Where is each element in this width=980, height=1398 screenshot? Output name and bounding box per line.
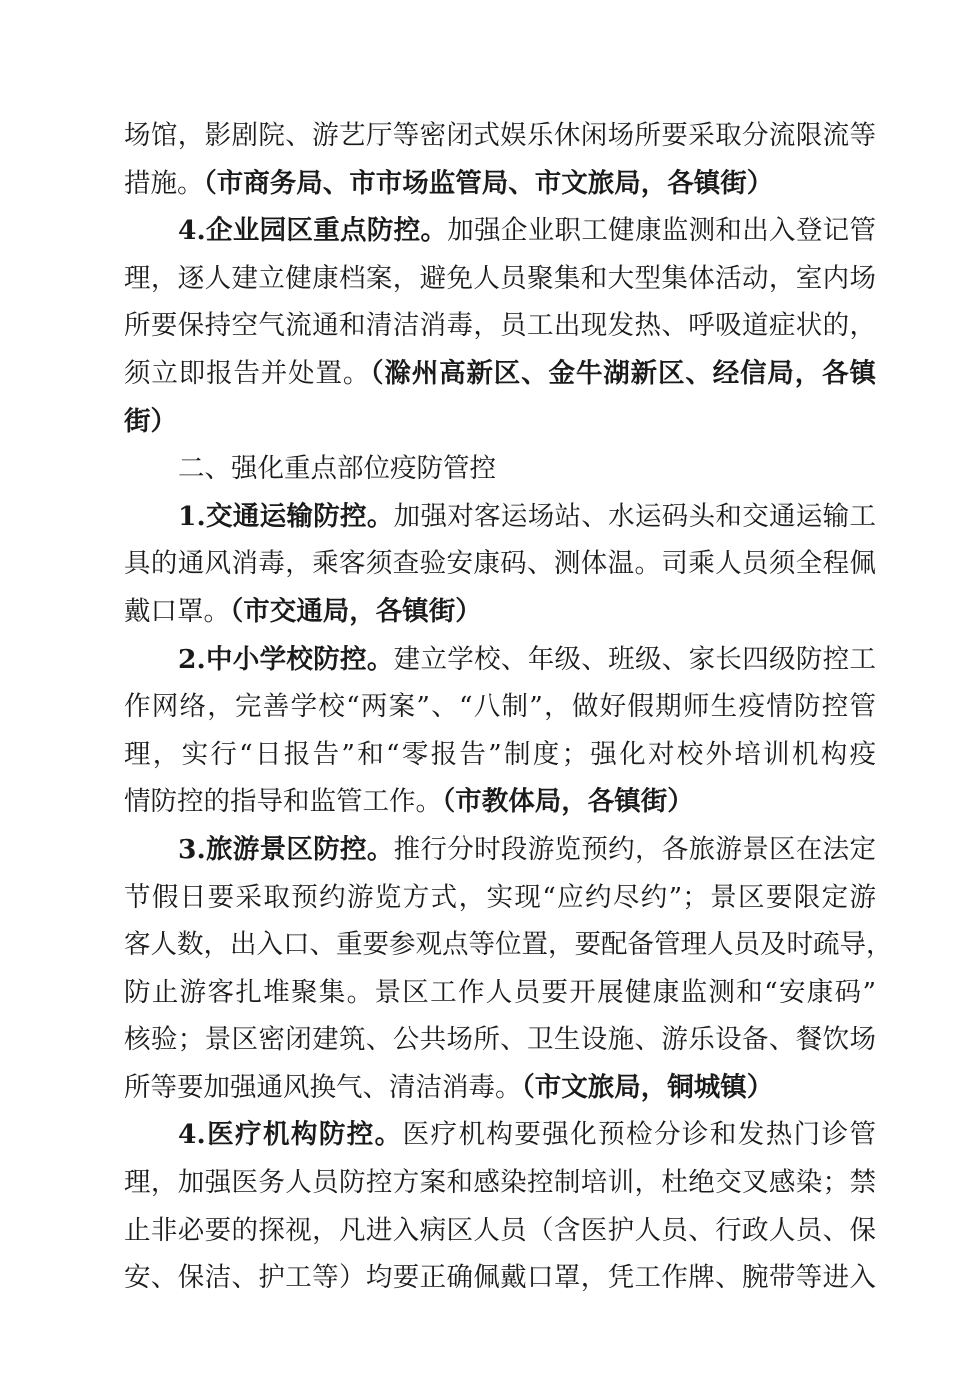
text-run: 戴口罩。: [124, 595, 230, 627]
text-line: [124, 1159, 876, 1207]
text-run: 核验；景区密闭建筑、公共场所、卫生设施、游乐设备、餐饮场: [124, 1024, 876, 1056]
text-line: [124, 731, 876, 779]
text-run: 所等要加强通风换气、清洁消毒。: [124, 1071, 522, 1103]
text-line: [124, 1254, 876, 1302]
responsible-units: 街）: [124, 405, 177, 437]
text-line: [124, 255, 876, 303]
text-line: [124, 1016, 876, 1064]
paragraph-start-line: [124, 1111, 876, 1159]
text-run: 节假日要采取预约游览方式，实现“应约尽约”；景区要限定游: [124, 881, 876, 913]
text-run: 作网络，完善学校“两案”、“八制”，做好假期师生疫情防控管: [124, 691, 876, 723]
text-run: 理，加强医务人员防控方案和感染控制培训，杜绝交叉感染；禁: [124, 1167, 876, 1199]
item-heading: 4.企业园区重点防控。: [178, 215, 448, 247]
text-run: 加强对客运场站、水运码头和交通运输工: [393, 500, 876, 532]
text-run: 具的通风消毒，乘客须查验安康码、测体温。司乘人员须全程佩: [124, 548, 876, 580]
paragraph-start-line: [124, 207, 876, 255]
text-run: 建立学校、年级、班级、家长四级防控工: [393, 643, 876, 675]
text-run: 须立即报告并处置。: [124, 357, 371, 389]
text-line: [124, 874, 876, 922]
text-line: [124, 778, 876, 826]
text-line: [124, 302, 876, 350]
item-heading: 4.医疗机构防控。: [178, 1119, 403, 1151]
text-run: 推行分时段游览预约，各旅游景区在法定: [393, 833, 876, 865]
section-title: 二、强化重点部位疫防管控: [178, 453, 496, 485]
paragraph-start-line: [124, 826, 876, 874]
text-run: 场馆，影剧院、游艺厅等密闭式娱乐休闲场所要采取分流限流等: [124, 120, 876, 151]
responsible-units: （市教体局，各镇街）: [442, 786, 694, 818]
text-run: 所要保持空气流通和清洁消毒，员工出现发热、呼吸道症状的，: [124, 310, 876, 342]
text-line: [124, 1207, 876, 1255]
text-line: [124, 112, 876, 160]
text-line: [124, 540, 876, 588]
text-run: 止非必要的探视，凡进入病区人员（含医护人员、行政人员、保: [124, 1214, 876, 1246]
item-heading: 2.中小学校防控。: [178, 643, 394, 675]
text-run: 防止游客扎堆聚集。景区工作人员要开展健康监测和“安康码”: [124, 976, 876, 1008]
text-line: [124, 398, 876, 446]
text-run: 客人数，出入口、重要参观点等位置，要配备管理人员及时疏导，: [124, 929, 893, 961]
paragraph-start-line: [124, 493, 876, 541]
text-line: [124, 350, 876, 398]
item-heading: 1.交通运输防控。: [178, 500, 394, 532]
text-line: [124, 160, 876, 208]
section-heading: [124, 445, 876, 493]
text-run: 安、保洁、护工等）均要正确佩戴口罩，凭工作牌、腕带等进入: [124, 1262, 876, 1294]
text-run: 情防控的指导和监管工作。: [124, 786, 442, 818]
document-body: [124, 112, 893, 1302]
text-run: 医疗机构要强化预检分诊和发热门诊管: [402, 1119, 876, 1151]
responsible-units: （市商务局、市市场监管局、市文旅局，各镇街）: [203, 167, 774, 199]
text-run: 理，逐人建立健康档案，避免人员聚集和大型集体活动，室内场: [124, 262, 876, 294]
item-heading: 3.旅游景区防控。: [178, 833, 394, 865]
text-line: [124, 921, 893, 969]
text-line: [124, 969, 876, 1017]
text-line: [124, 1064, 876, 1112]
text-line: [124, 588, 876, 636]
text-run: 措施。: [124, 167, 204, 199]
paragraph-start-line: [124, 636, 876, 684]
responsible-units: （滁州高新区、金牛湖新区、经信局，各镇: [370, 357, 876, 389]
text-run: 加强企业职工健康监测和出入登记管: [447, 215, 876, 247]
responsible-units: （市交通局，各镇街）: [230, 595, 482, 627]
text-run: 理，实行“日报告”和“零报告”制度；强化对校外培训机构疫: [124, 738, 876, 770]
text-line: [124, 683, 876, 731]
responsible-units: （市文旅局，铜城镇）: [521, 1071, 774, 1103]
